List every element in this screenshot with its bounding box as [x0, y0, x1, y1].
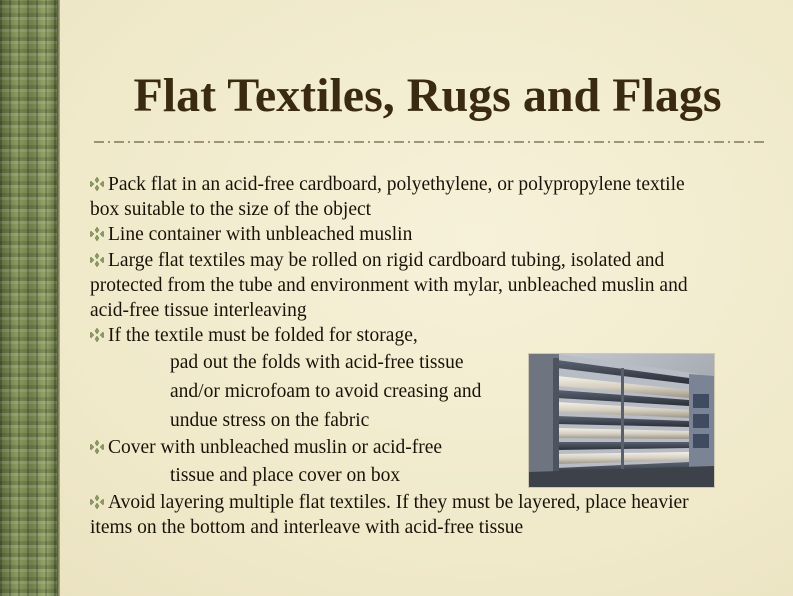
bullet-text: Large flat textiles may be rolled on rigid cardboard tubing, isolated and protected from the tube and environment with mylar, unbleached muslin and acid-free tissue interleaving — [90, 249, 688, 322]
decorative-border — [0, 0, 57, 596]
list-item — [90, 248, 690, 324]
bullet-text-indent: undue stress on the fabric — [170, 410, 370, 432]
border-edge — [57, 0, 60, 596]
diamond-cluster-icon — [90, 440, 104, 454]
bullet-text: Pack flat in an acid-free cardboard, polyethylene, or polypropylene textile box suitable to the size of the object — [90, 174, 685, 221]
diamond-cluster-icon — [90, 253, 104, 267]
list-item — [90, 172, 690, 222]
list-item — [90, 490, 690, 540]
storage-room-photo — [529, 354, 714, 487]
bullet-text: Line container with unbleached muslin — [108, 224, 413, 246]
diamond-cluster-icon — [90, 227, 104, 241]
bullet-text-indent: pad out the folds with acid-free tissue — [170, 352, 464, 374]
bullet-text: Avoid layering multiple flat textiles. If they must be layered, place heavier items on the bottom and interleave with acid-free tissue — [90, 491, 689, 538]
diamond-cluster-icon — [90, 177, 104, 191]
bullet-text: Cover with unbleached muslin or acid-free — [108, 437, 443, 459]
bullet-text-indent: and/or microfoam to avoid creasing and — [170, 381, 482, 403]
diamond-cluster-icon — [90, 495, 104, 509]
bullet-text: If the textile must be folded for storage, — [108, 325, 418, 347]
slide-title: Flat Textiles, Rugs and Flags — [133, 69, 722, 122]
bullet-text-indent: tissue and place cover on box — [170, 464, 401, 486]
diamond-cluster-icon — [90, 328, 104, 342]
list-item — [90, 222, 690, 247]
title-divider — [94, 140, 766, 144]
